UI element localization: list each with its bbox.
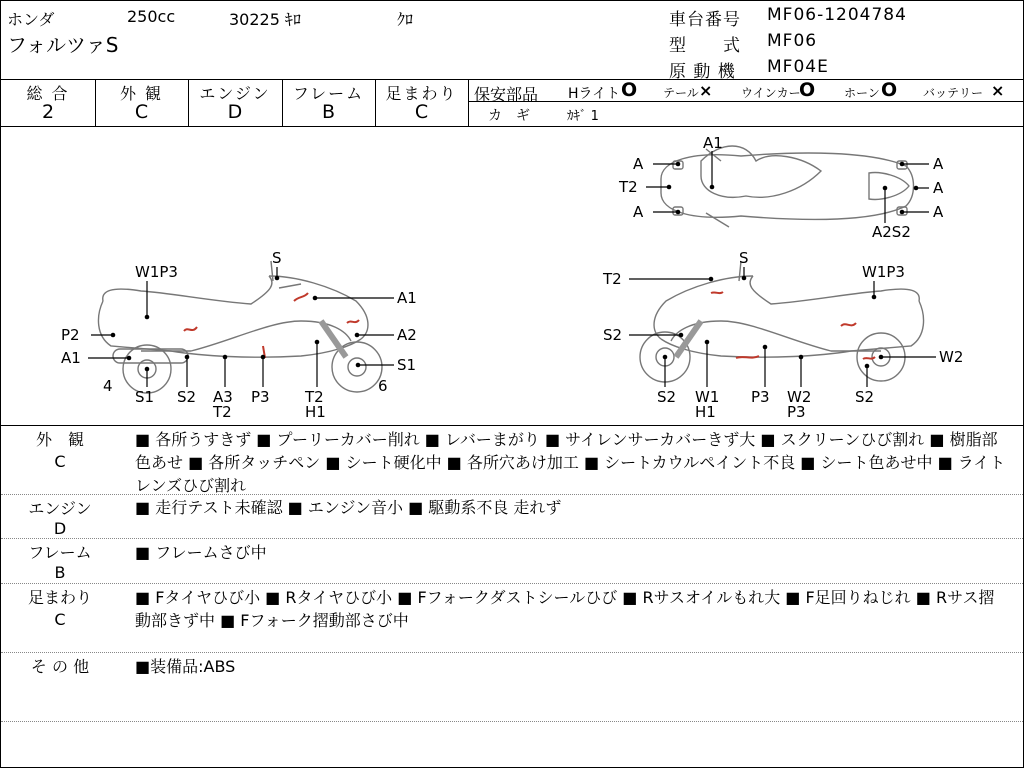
safety-mark-battery: × bbox=[991, 81, 1005, 100]
remark-title: そ の 他 bbox=[30, 657, 90, 676]
left-label: 4 bbox=[103, 377, 113, 395]
engine-label: 原 動 機 bbox=[669, 62, 736, 82]
left-label: W1P3 bbox=[135, 263, 178, 281]
right-label: W1P3 bbox=[862, 263, 905, 281]
safety-item-horn: ホーン bbox=[844, 86, 880, 100]
top-label: A bbox=[933, 203, 944, 221]
mileage: 30225 ｷﾛ bbox=[229, 10, 301, 29]
engine-value: MF04E bbox=[767, 57, 829, 77]
right-view-leaders bbox=[629, 267, 936, 387]
left-label: S1 bbox=[135, 388, 155, 406]
top-label: T2 bbox=[619, 178, 638, 196]
key-label: カ ギ bbox=[488, 108, 530, 124]
left-label: A3 bbox=[213, 388, 233, 406]
grade-value-total: 2 bbox=[41, 101, 55, 123]
remark-grade: D bbox=[53, 519, 67, 538]
remark-text: ■ フレームさび中 bbox=[135, 543, 267, 562]
safety-mark-headlight: O bbox=[621, 79, 638, 101]
grade-value-exterior: C bbox=[134, 101, 149, 123]
remark-text: ■ Fタイヤひび小 ■ Rタイヤひび小 ■ Fフォークダストシールひび ■ Rサスオイルもれ大 ■ F足回りねじれ ■ Rサス摺動部きず中 ■ Fフォーク摺動部さび中 bbox=[135, 588, 995, 630]
grade-label-exterior: 外 観 bbox=[119, 84, 164, 103]
right-label: T2 bbox=[603, 270, 622, 288]
right-label: P3 bbox=[751, 388, 770, 406]
divider bbox=[468, 101, 1023, 102]
grade-label-suspension: 足まわり bbox=[385, 84, 458, 103]
left-label: A1 bbox=[61, 349, 81, 367]
divider bbox=[1, 425, 1023, 426]
top-label: A bbox=[933, 155, 944, 173]
maker: ホンダ bbox=[7, 10, 55, 29]
scooter-top-view bbox=[661, 146, 914, 227]
frame-no: MF06-1204784 bbox=[767, 5, 907, 25]
remark-text: ■ 各所うすきず ■ プーリーカバー削れ ■ レバーまがり ■ サイレンサーカバーきず大 ■ スクリーンひび割れ ■ 樹脂部色あせ ■ 各所タッチペン ■ シート硬化中 ■ 各所穴あけ加工 ■ シートカウルペイント不良 ■ シート色あせ中 ■ ライトレンズひび割れ bbox=[135, 430, 1006, 495]
right-label: H1 bbox=[695, 403, 716, 421]
divider bbox=[1, 583, 1023, 584]
divider bbox=[1, 538, 1023, 539]
displacement: 250cc bbox=[127, 7, 176, 26]
remark-title: フレーム bbox=[28, 543, 92, 562]
left-label: A1 bbox=[397, 289, 417, 307]
key-value: ｶｷﾞ 1 bbox=[567, 109, 599, 124]
grade-value-frame: B bbox=[321, 101, 336, 123]
color: ｸﾛ bbox=[397, 10, 414, 29]
type-label: 型 式 bbox=[669, 36, 741, 56]
grade-label-frame: フレーム bbox=[292, 84, 365, 103]
divider bbox=[1, 652, 1023, 653]
divider bbox=[1, 79, 1023, 80]
right-label: P3 bbox=[787, 403, 806, 421]
safety-item-headlight: Hライト bbox=[568, 86, 621, 102]
remark-grade: C bbox=[54, 452, 66, 471]
left-label: S bbox=[272, 249, 282, 267]
top-label: A1 bbox=[703, 134, 723, 152]
remark-text: ■装備品:ABS bbox=[135, 657, 236, 676]
safety-label: 保安部品 bbox=[474, 85, 539, 104]
top-label: A bbox=[633, 155, 644, 173]
remark-grade: B bbox=[54, 563, 66, 582]
top-label: A bbox=[633, 203, 644, 221]
left-label: 6 bbox=[378, 377, 388, 395]
remark-title: エンジン bbox=[28, 499, 92, 518]
left-label: H1 bbox=[305, 403, 326, 421]
left-label: T2 bbox=[305, 388, 324, 406]
left-label: S1 bbox=[397, 356, 417, 374]
divider bbox=[1, 721, 1023, 722]
remark-grade: C bbox=[54, 610, 66, 629]
left-label: S2 bbox=[177, 388, 197, 406]
left-label: A2 bbox=[397, 326, 417, 344]
safety-mark-winker: O bbox=[799, 79, 816, 101]
divider bbox=[468, 79, 469, 126]
damage-diagram bbox=[1, 127, 1023, 425]
right-label: S2 bbox=[657, 388, 677, 406]
right-label: S2 bbox=[603, 326, 623, 344]
frame-no-label: 車台番号 bbox=[669, 10, 741, 30]
safety-item-tail: テール bbox=[663, 86, 699, 100]
right-label: W2 bbox=[787, 388, 812, 406]
top-label: A bbox=[933, 179, 944, 197]
remark-title: 外 観 bbox=[35, 430, 84, 449]
safety-mark-horn: O bbox=[881, 79, 898, 101]
grade-value-suspension: C bbox=[414, 101, 429, 123]
type-value: MF06 bbox=[767, 31, 818, 51]
left-label: T2 bbox=[213, 403, 232, 421]
left-label: P2 bbox=[61, 326, 80, 344]
grade-value-engine: D bbox=[227, 101, 243, 123]
remark-text: ■ 走行テスト未確認 ■ エンジン音小 ■ 駆動系不良 走れず bbox=[135, 498, 562, 517]
safety-item-winker: ウインカー bbox=[741, 86, 801, 100]
right-label: S bbox=[739, 249, 749, 267]
grade-label-total: 総 合 bbox=[26, 84, 70, 103]
safety-mark-tail: × bbox=[699, 81, 713, 100]
remark-title: 足まわり bbox=[27, 588, 92, 607]
left-label: P3 bbox=[251, 388, 270, 406]
right-label: W2 bbox=[939, 348, 964, 366]
right-label: W1 bbox=[695, 388, 720, 406]
right-label: S2 bbox=[855, 388, 875, 406]
safety-item-battery: バッテリー bbox=[923, 86, 984, 100]
model-name: フォルツァS bbox=[7, 33, 119, 57]
top-label: A2S2 bbox=[872, 223, 911, 241]
grade-label-engine: エンジン bbox=[199, 84, 271, 103]
